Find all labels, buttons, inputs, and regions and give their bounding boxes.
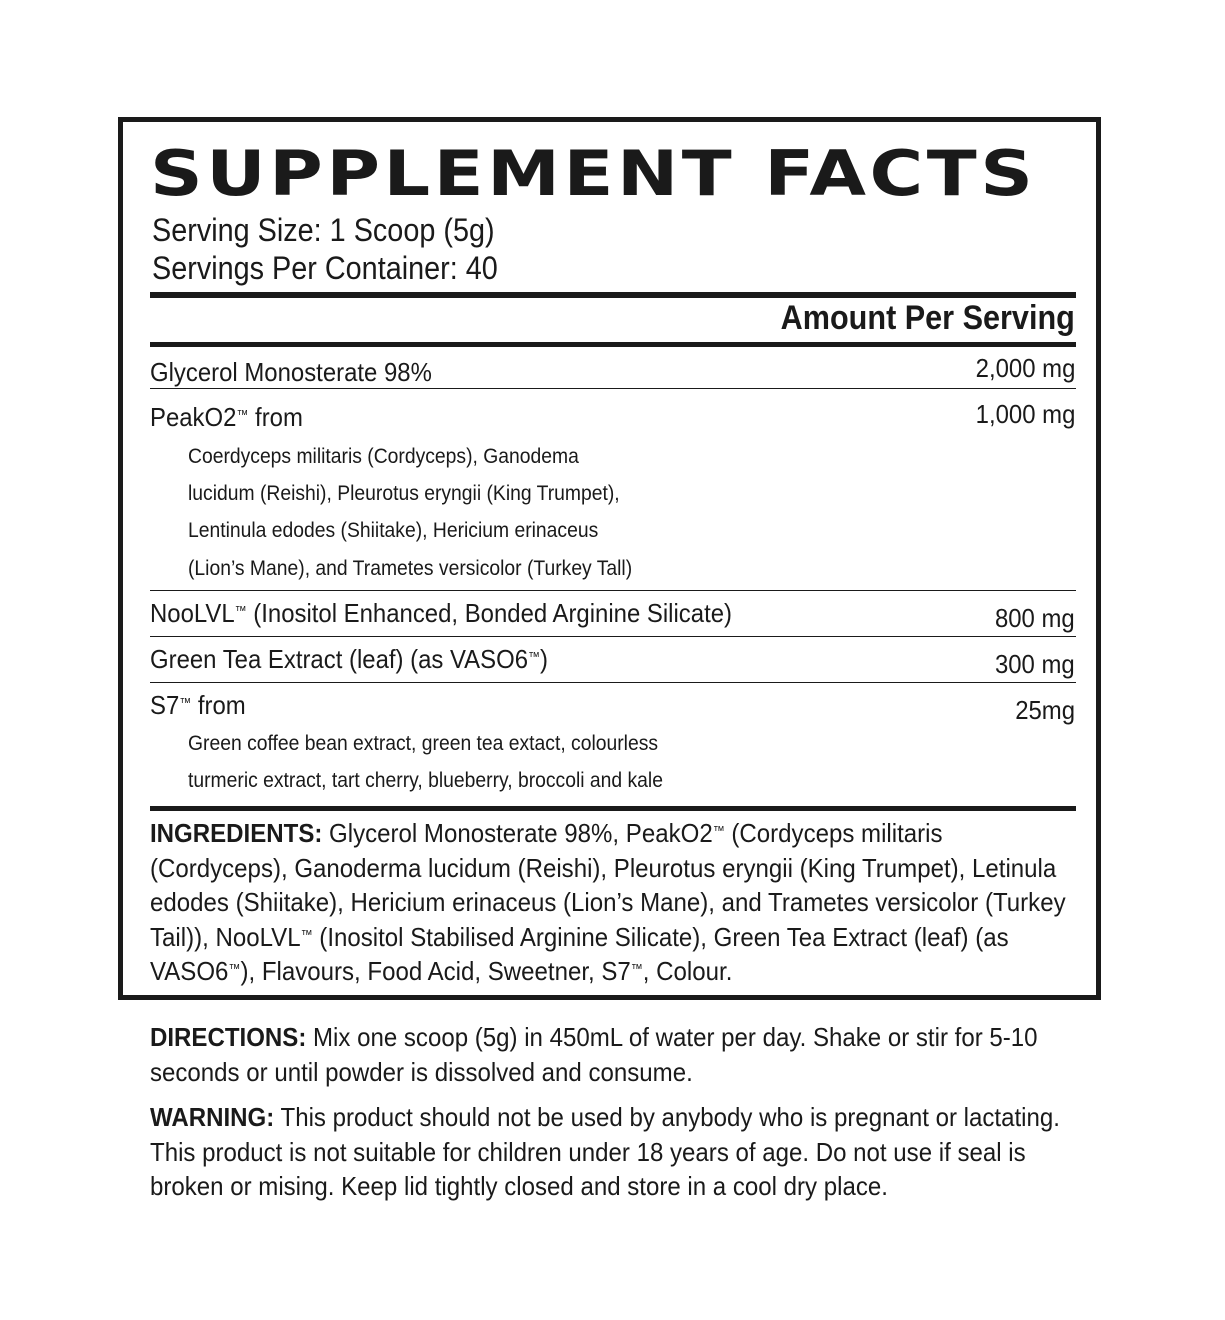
ingredient-subtext: lucidum (Reishi), Pleurotus eryngii (King Trumpet), — [188, 482, 620, 505]
row-divider — [150, 682, 1076, 683]
ingredients-paragraph: INGREDIENTS: Glycerol Monosterate 98%, PeakO2™ (Cordyceps militaris (Cordyceps), Ganoderma lucidum (Reishi), Pleurotus eryngii (King Trumpet), Letinula edodes (Shiitake), Hericium erinaceus (Lion’s Mane), and Trametes versicolor (Turkey Tail)), NooLVL™ (Inositol Stabilised Arginine Silicate), Green Tea Extract (leaf) (as VASO6™), Flavours, Food Acid, Sweetner, S7™, Colour. — [150, 818, 1066, 986]
warning-label: WARNING: — [150, 1102, 275, 1132]
ingredient-subtext: Coerdyceps militaris (Cordyceps), Ganodema — [188, 445, 579, 468]
trademark-symbol: ™ — [234, 603, 247, 618]
ingredient-amount-s7: 25mg — [1015, 695, 1075, 725]
ingredient-name-s7: S7™ from — [150, 690, 246, 720]
ingredient-name-glycerol: Glycerol Monosterate 98% — [150, 357, 432, 387]
ingredient-amount-green-tea: 300 mg — [995, 649, 1075, 679]
trademark-symbol: ™ — [630, 961, 643, 976]
trademark-symbol: ™ — [300, 926, 313, 942]
trademark-symbol: ™ — [236, 407, 249, 422]
ingredient-name-noolvl: NooLVL™ (Inositol Enhanced, Bonded Arginine Silicate) — [150, 598, 732, 628]
row-divider — [150, 636, 1076, 637]
ingredient-name-green-tea: Green Tea Extract (leaf) (as VASO6™) — [150, 644, 548, 674]
ingredient-name-peako2: PeakO2™ from — [150, 402, 303, 432]
row-divider — [150, 590, 1076, 591]
ingredient-amount-noolvl: 800 mg — [995, 603, 1075, 633]
ingredient-amount-glycerol: 2,000 mg — [975, 353, 1075, 383]
ingredient-subtext: Green coffee bean extract, green tea extact, colourless — [188, 732, 659, 755]
trademark-symbol: ™ — [528, 649, 540, 664]
ingredient-subtext: Lentinula edodes (Shiitake), Hericium erinaceus — [188, 519, 599, 542]
serving-size: Serving Size: 1 Scoop (5g) — [152, 212, 495, 248]
trademark-symbol: ™ — [228, 961, 241, 976]
label-title: SUPPLEMENT FACTS — [150, 137, 1037, 210]
warning-paragraph: WARNING: This product should not be used by anybody who is pregnant or lactating. This product is not suitable for children under 18 years of age. Do not use if seal is broken or mising. Keep lid tightly closed and store in a cool dry place. — [150, 1102, 1060, 1201]
directions-paragraph: DIRECTIONS: Mix one scoop (5g) in 450mL of water per day. Shake or stir for 5-10 seconds or until powder is dissolved and consume. — [150, 1022, 1038, 1087]
row-divider — [150, 388, 1076, 389]
ingredient-subtext: turmeric extract, tart cherry, blueberry, broccoli and kale — [188, 769, 663, 792]
servings-per-container: Servings Per Container: 40 — [152, 250, 498, 286]
trademark-symbol: ™ — [712, 823, 725, 838]
amount-per-serving-header: Amount Per Serving — [780, 299, 1075, 337]
trademark-symbol: ™ — [179, 695, 192, 710]
thick-divider — [150, 806, 1076, 811]
medium-divider — [150, 342, 1076, 347]
directions-label: DIRECTIONS: — [150, 1022, 307, 1052]
ingredient-subtext: (Lion’s Mane), and Trametes versicolor (Turkey Tall) — [188, 557, 633, 580]
ingredients-label: INGREDIENTS: — [150, 818, 323, 848]
ingredient-amount-peako2: 1,000 mg — [975, 399, 1075, 429]
